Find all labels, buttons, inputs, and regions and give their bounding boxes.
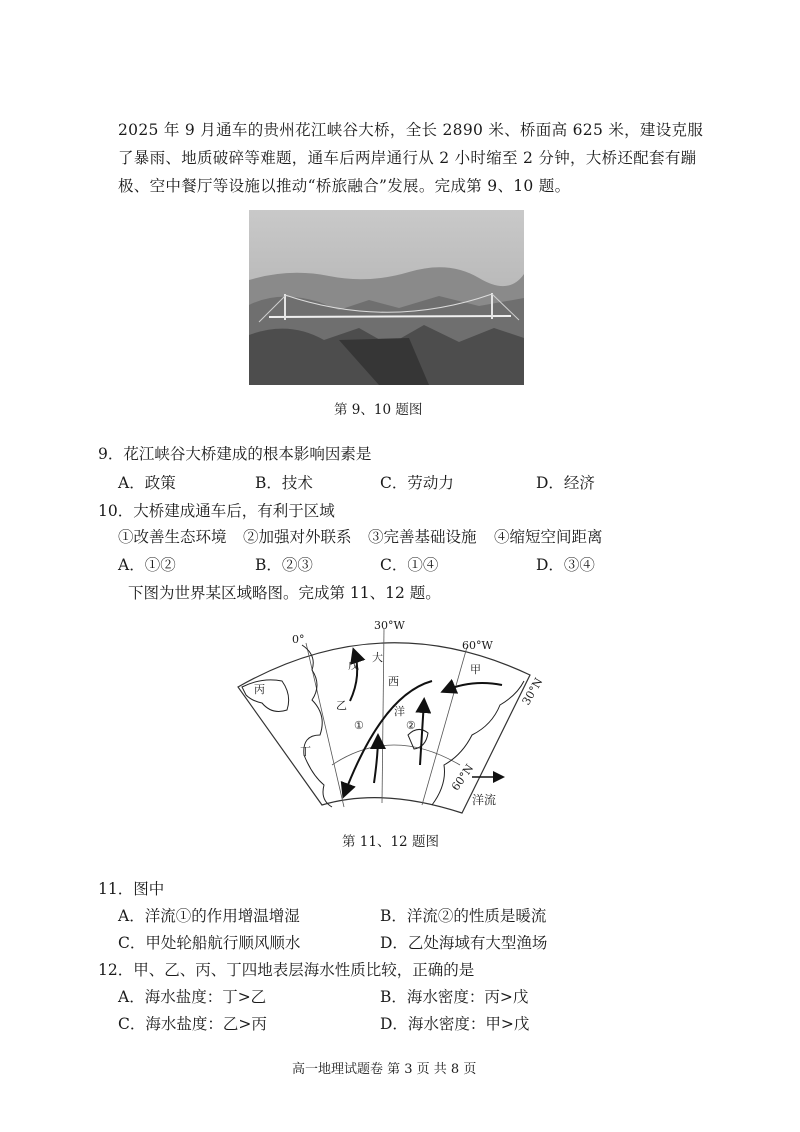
label-da: 大 bbox=[372, 651, 383, 664]
page-footer: 高一地理试题卷 第 3 页 共 8 页 bbox=[292, 1062, 477, 1077]
bridge-photo-drawing bbox=[249, 210, 524, 385]
q11-option-d: D．乙处海域有大型渔场 bbox=[380, 934, 548, 952]
q12-option-b: B．海水密度：丙>戊 bbox=[380, 988, 529, 1006]
q11-option-a: A．洋流①的作用增温增湿 bbox=[118, 907, 300, 925]
intro-paragraph bbox=[118, 116, 708, 200]
q10-statement-4: ④缩短空间距离 bbox=[494, 528, 603, 546]
label-lon30w: 30°W bbox=[374, 619, 405, 632]
figure2-caption: 第 11、12 题图 bbox=[342, 834, 439, 850]
legend-label: 洋流 bbox=[472, 793, 497, 807]
q11-option-b: B．洋流②的性质是暖流 bbox=[380, 907, 547, 925]
q10-option-c: C．①④ bbox=[380, 556, 439, 574]
q10-option-b: B．②③ bbox=[255, 556, 313, 574]
label-lat30n: 30°N bbox=[519, 675, 546, 708]
label-lon0: 0° bbox=[292, 633, 305, 646]
label-xi: 西 bbox=[388, 675, 399, 688]
label-bing: 丙 bbox=[254, 683, 265, 696]
label-c1: ① bbox=[354, 719, 364, 732]
intro-text: 2025 年 9 月通车的贵州花江峡谷大桥，全长 2890 米、桥面高 625 米，建设克服了暴雨、地质破碎等难题，通车后两岸通行从 2 小时缩至 2 分钟，大桥还配套有蹦极、空中餐厅等设施以推动“桥旅融合”发展。完成第 9、10 题。 bbox=[118, 121, 704, 195]
q9-option-b: B．技术 bbox=[255, 474, 313, 492]
q10-statement-3: ③完善基础设施 bbox=[368, 528, 477, 546]
label-c2: ② bbox=[406, 719, 416, 732]
q10-statement-1: ①改善生态环境 bbox=[118, 528, 227, 546]
q10-statement-2: ②加强对外联系 bbox=[243, 528, 352, 546]
q10-stem: 10．大桥建成通车后，有利于区域 bbox=[98, 502, 335, 520]
q10-option-d: D．③④ bbox=[536, 556, 595, 574]
q11-stem: 11．图中 bbox=[98, 880, 165, 898]
q9-option-d: D．经济 bbox=[536, 474, 595, 492]
label-yang: 洋 bbox=[394, 705, 405, 718]
ocean-current-map bbox=[232, 615, 560, 820]
q12-option-a: A．海水盐度：丁>乙 bbox=[118, 988, 267, 1006]
bridge-photo bbox=[249, 210, 524, 385]
label-jia: 甲 bbox=[470, 663, 481, 676]
q9-option-c: C．劳动力 bbox=[380, 474, 454, 492]
q12-stem: 12．甲、乙、丙、丁四地表层海水性质比较，正确的是 bbox=[98, 961, 475, 979]
q9-stem: 9．花江峡谷大桥建成的根本影响因素是 bbox=[98, 445, 372, 463]
label-wu: 戊 bbox=[348, 659, 359, 672]
label-lon60w: 60°W bbox=[462, 639, 493, 652]
q12-option-d: D．海水密度：甲>戊 bbox=[380, 1015, 530, 1033]
label-yi: 乙 bbox=[336, 699, 347, 712]
q11-option-c: C．甲处轮船航行顺风顺水 bbox=[118, 934, 301, 952]
q12-option-c: C．海水盐度：乙>丙 bbox=[118, 1015, 267, 1033]
intro2-text: 下图为世界某区域略图。完成第 11、12 题。 bbox=[128, 584, 441, 602]
q9-option-a: A．政策 bbox=[118, 474, 176, 492]
figure1-caption: 第 9、10 题图 bbox=[334, 402, 423, 418]
q10-option-a: A．①② bbox=[118, 556, 176, 574]
label-ding: 丁 bbox=[300, 745, 311, 758]
label-lat60n: 60°N bbox=[448, 761, 477, 794]
